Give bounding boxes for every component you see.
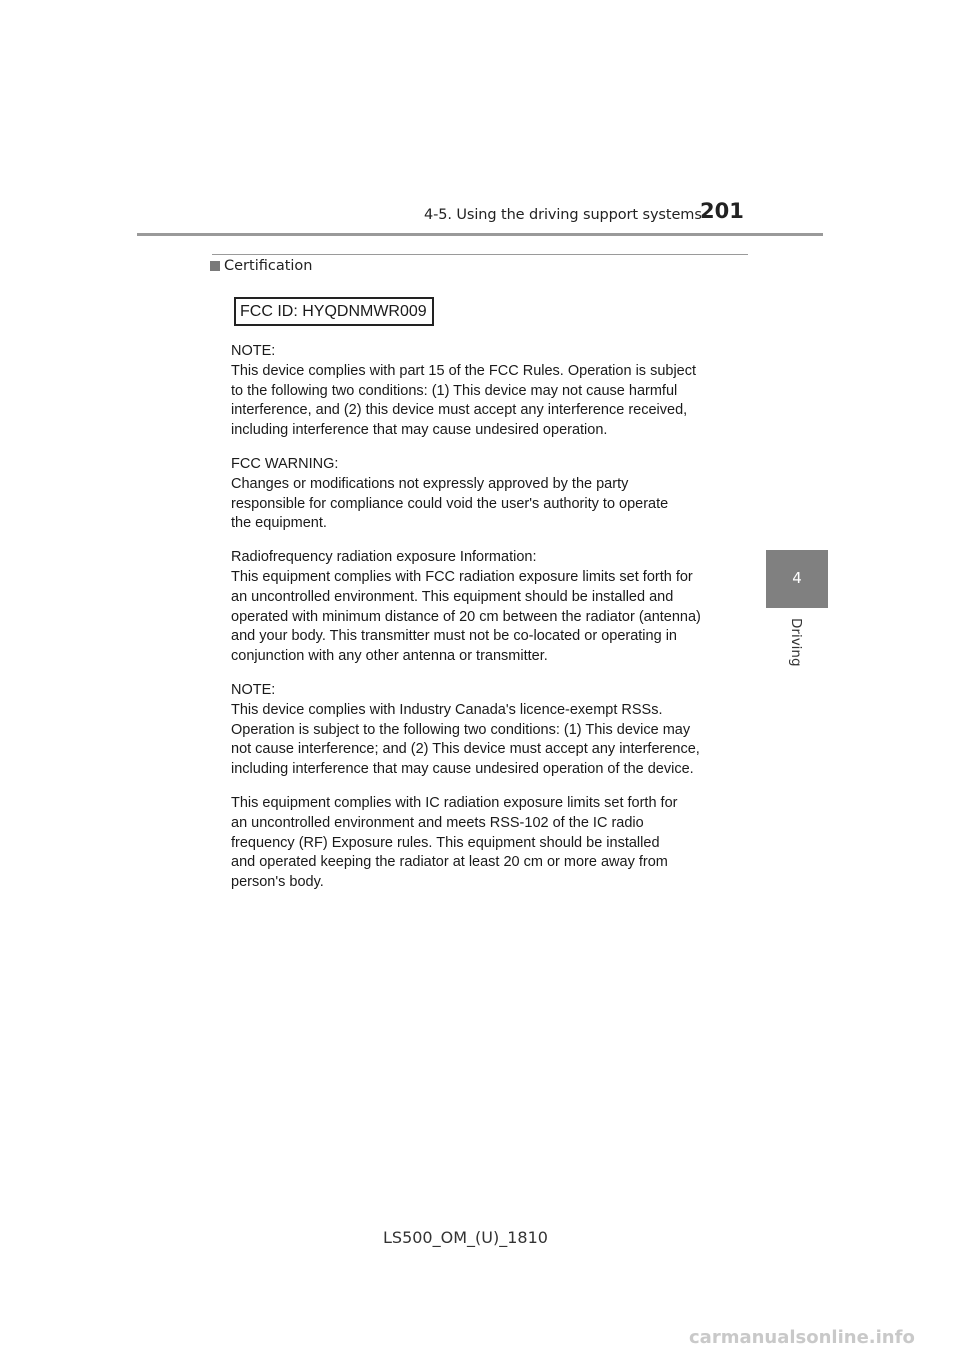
chapter-tab bbox=[766, 550, 828, 608]
fcc-id-box: FCC ID: HYQDNMWR009 bbox=[234, 297, 434, 326]
chapter-label: Driving bbox=[788, 618, 804, 667]
page-number: 201 bbox=[700, 199, 744, 223]
fcc-warning-paragraph: FCC WARNING: Changes or modifications not expressly approved by the party responsible for compliance could void the user's authority to operate the equipment. bbox=[231, 455, 669, 532]
chapter-number: 4 bbox=[792, 569, 802, 587]
section-heading-text: Certification bbox=[224, 258, 313, 274]
ic-exposure-paragraph: This equipment complies with IC radiation exposure limits set forth for an uncontrolled environment and meets RSS-102 of the IC radio frequency (RF) Exposure rules. This equipment should be installed and operated keeping the radiator at least 20 cm or more away from person's body. bbox=[231, 794, 678, 891]
watermark-text[interactable]: carmanualsonline.info bbox=[689, 1327, 915, 1348]
section-heading bbox=[210, 258, 313, 274]
section-divider bbox=[212, 254, 748, 255]
note-fcc-paragraph: NOTE: This device complies with part 15 of the FCC Rules. Operation is subject to the following two conditions: (1) This device may not cause harmful interference, and (2) this device must accept any interference received, including interference that may cause undesired operation. bbox=[231, 343, 697, 439]
note-ic-paragraph: NOTE: This device complies with Industry Canada's licence-exempt RSSs. Operation is subject to the following two conditions: (1) This device may not cause interference; and (2) This device must accept any interference, including interference that may cause undesired operation of the device. bbox=[231, 681, 700, 778]
header-section-title: 4-5. Using the driving support systems bbox=[424, 207, 702, 223]
manual-code: LS500_OM_(U)_1810 bbox=[383, 1228, 548, 1247]
rf-exposure-paragraph: Radiofrequency radiation exposure Information: This equipment complies with FCC radiation exposure limits set forth for an uncontrolled environment. This equipment should be installed and operated with minimum distance of 20 cm between the radiator (antenna) and your body. This transmitter must not be co-located or operating in conjunction with any other antenna or transmitter. bbox=[231, 549, 701, 665]
certification-text bbox=[231, 342, 751, 907]
header-divider bbox=[137, 233, 823, 236]
square-bullet-icon bbox=[210, 261, 220, 271]
